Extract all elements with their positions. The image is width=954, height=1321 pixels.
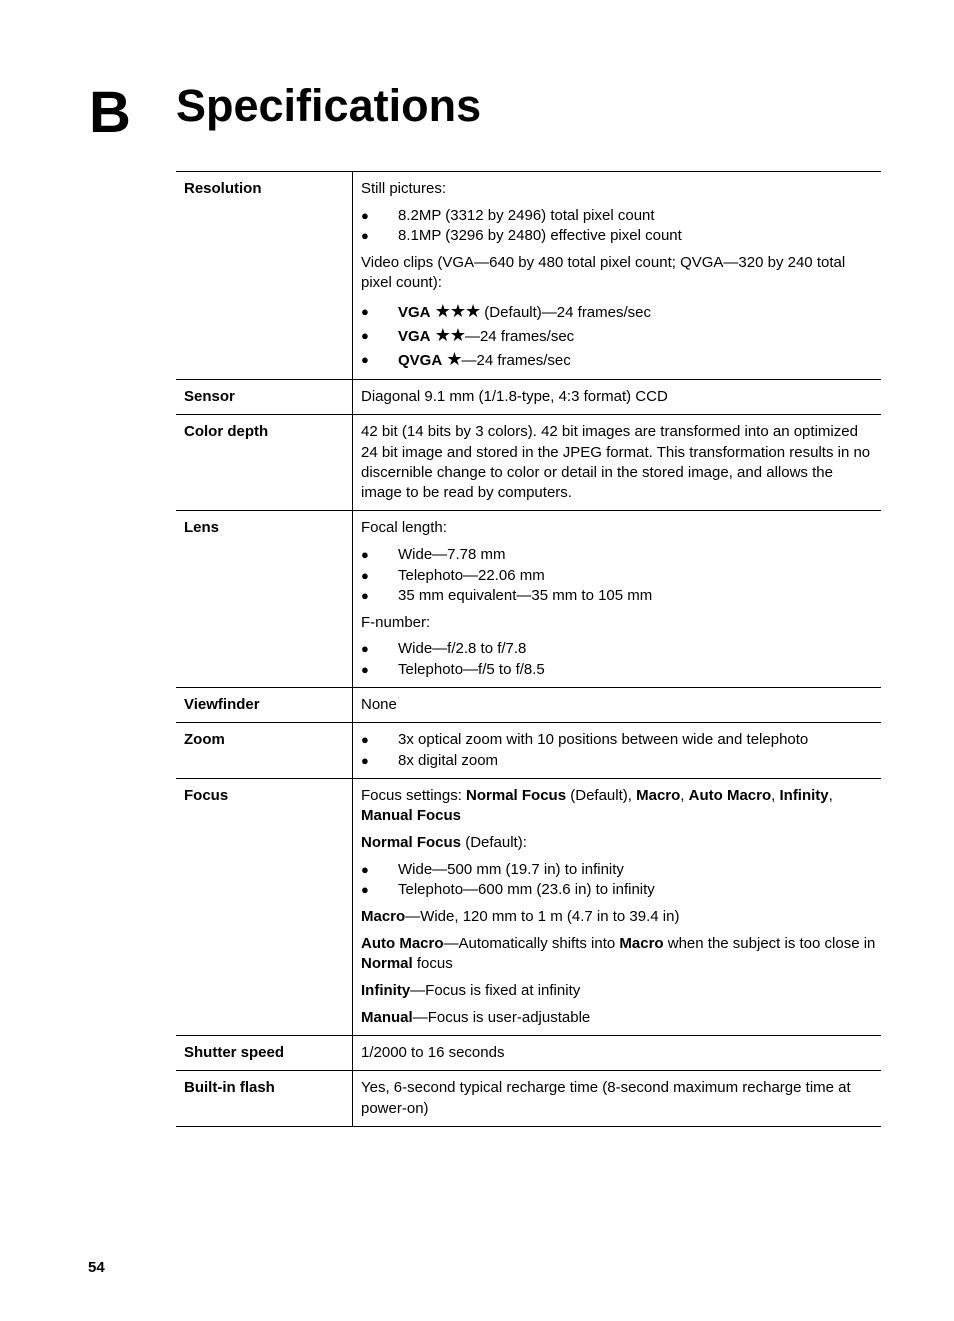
- auto-macro-line: [361, 934, 877, 975]
- list-item: [361, 324, 877, 348]
- item-text: 3x optical zoom with 10 positions between wide and telephoto: [398, 731, 809, 749]
- focus-settings: [361, 786, 877, 827]
- bullet-icon: ●: [361, 351, 369, 367]
- macro-line: [361, 907, 877, 927]
- row-label: Resolution: [176, 172, 353, 380]
- text: ,: [680, 786, 689, 804]
- page-number: 54: [88, 1259, 105, 1276]
- table-row: [176, 1035, 881, 1070]
- text: —Focus is fixed at infinity: [410, 981, 581, 999]
- row-value: 42 bit (14 bits by 3 colors). 42 bit images are transformed into an optimized 24 bit image and stored in the JPEG format. This transformation results in no discernible change to color or detail in the stored image, and allows the image to be read by computers.: [353, 415, 882, 511]
- list-item: [361, 300, 877, 324]
- list-item: [361, 348, 877, 372]
- row-value: [353, 723, 882, 779]
- bullet-icon: ●: [361, 303, 369, 319]
- still-intro: Still pictures:: [361, 180, 447, 197]
- list-item: [361, 880, 877, 900]
- row-label: Lens: [176, 511, 353, 688]
- row-value: Diagonal 9.1 mm (1/1.8-type, 4:3 format) CCD: [353, 379, 882, 414]
- bullet-icon: ●: [361, 587, 369, 603]
- star-rating-icon: ★: [446, 348, 462, 369]
- text: Macro: [361, 907, 406, 925]
- text: Auto Macro: [688, 786, 772, 804]
- text: when the subject is too close in: [663, 934, 876, 952]
- text: (Default):: [461, 834, 527, 852]
- row-value: 1/2000 to 16 seconds: [353, 1035, 882, 1070]
- item-text: Telephoto—f/5 to f/8.5: [398, 660, 545, 678]
- table-row: [176, 778, 881, 1035]
- item-text: 8.1MP (3296 by 2480) effective pixel count: [398, 227, 682, 245]
- item-text: (Default)—24 frames/sec: [480, 303, 651, 321]
- list-item: [361, 639, 877, 659]
- row-label: Sensor: [176, 379, 353, 414]
- video-intro: Video clips (VGA—640 by 480 total pixel count; QVGA—320 by 240 total pixel count):: [361, 253, 846, 292]
- focal-intro: Focal length:: [361, 519, 447, 537]
- item-text: Wide—7.78 mm: [398, 546, 506, 564]
- table-row: [176, 511, 881, 688]
- bullet-icon: ●: [361, 861, 369, 877]
- text: Infinity: [779, 786, 829, 804]
- table-row: [176, 415, 881, 511]
- text: Normal Focus: [466, 786, 567, 804]
- row-label: Focus: [176, 778, 353, 1035]
- fnum-intro: F-number:: [361, 613, 431, 631]
- infinity-line: [361, 981, 877, 1001]
- specifications-table: [176, 171, 881, 1127]
- list-item: [361, 660, 877, 680]
- page-title: Specifications: [176, 80, 482, 131]
- text: Normal: [361, 955, 413, 973]
- bullet-icon: ●: [361, 661, 369, 677]
- list-item: [361, 860, 877, 880]
- star-rating-icon: ★★: [434, 324, 465, 345]
- list-item: [361, 586, 877, 606]
- table-row: [176, 1071, 881, 1127]
- focal-list: [361, 545, 877, 606]
- bullet-icon: ●: [361, 882, 369, 898]
- normal-focus-list: [361, 860, 877, 901]
- text: —Automatically shifts into: [443, 934, 620, 952]
- text: Normal Focus: [361, 834, 462, 852]
- text: ,: [828, 786, 833, 804]
- table-row: [176, 172, 881, 380]
- fnum-list: [361, 639, 877, 680]
- bullet-icon: ●: [361, 207, 369, 223]
- list-item: [361, 226, 877, 246]
- bullet-icon: ●: [361, 567, 369, 583]
- row-value: Yes, 6-second typical recharge time (8-second maximum recharge time at power-on): [353, 1071, 882, 1127]
- text: Infinity: [361, 981, 411, 999]
- text: —Focus is user-adjustable: [412, 1008, 591, 1026]
- list-item: [361, 751, 877, 771]
- row-label: Color depth: [176, 415, 353, 511]
- zoom-list: [361, 730, 877, 771]
- row-label: Built-in flash: [176, 1071, 353, 1127]
- text: Macro: [619, 934, 664, 952]
- item-text: 8.2MP (3312 by 2496) total pixel count: [398, 206, 655, 224]
- mode-name: VGA: [398, 303, 431, 321]
- text: focus: [412, 955, 453, 973]
- item-text: —24 frames/sec: [464, 327, 575, 345]
- bullet-icon: ●: [361, 228, 369, 244]
- item-text: Wide—500 mm (19.7 in) to infinity: [398, 860, 624, 878]
- row-label: Shutter speed: [176, 1035, 353, 1070]
- bullet-icon: ●: [361, 547, 369, 563]
- chapter-letter: B: [89, 80, 131, 145]
- list-item: [361, 206, 877, 226]
- row-value: [353, 511, 882, 688]
- table-row: [176, 688, 881, 723]
- row-value: None: [353, 688, 882, 723]
- normal-focus-head: [361, 833, 877, 853]
- text: (Default),: [566, 786, 637, 804]
- list-item: [361, 730, 877, 750]
- row-label: Viewfinder: [176, 688, 353, 723]
- text: Macro: [636, 786, 681, 804]
- star-rating-icon: ★★★: [434, 300, 481, 321]
- item-text: 35 mm equivalent—35 mm to 105 mm: [398, 586, 653, 604]
- row-value: [353, 778, 882, 1035]
- still-list: [361, 206, 877, 247]
- item-text: Telephoto—600 mm (23.6 in) to infinity: [398, 881, 655, 899]
- text: Focus settings:: [361, 786, 467, 804]
- text: Manual: [361, 1008, 413, 1026]
- bullet-icon: ●: [361, 732, 369, 748]
- item-text: —24 frames/sec: [461, 351, 571, 369]
- table-row: [176, 379, 881, 414]
- manual-line: [361, 1008, 877, 1028]
- item-text: Wide—f/2.8 to f/7.8: [398, 640, 527, 658]
- mode-name: VGA: [398, 327, 431, 345]
- bullet-icon: ●: [361, 641, 369, 657]
- bullet-icon: ●: [361, 752, 369, 768]
- text: ,: [771, 786, 780, 804]
- text: —Wide, 120 mm to 1 m (4.7 in to 39.4 in): [405, 907, 680, 925]
- bullet-icon: ●: [361, 327, 369, 343]
- text: Auto Macro: [361, 934, 444, 952]
- mode-name: QVGA: [398, 351, 443, 369]
- text: Manual Focus: [361, 807, 462, 825]
- list-item: [361, 545, 877, 565]
- row-label: Zoom: [176, 723, 353, 779]
- row-value: [353, 172, 882, 380]
- list-item: [361, 566, 877, 586]
- video-list: [361, 300, 877, 372]
- table-row: [176, 723, 881, 779]
- item-text: 8x digital zoom: [398, 751, 499, 769]
- item-text: Telephoto—22.06 mm: [398, 566, 545, 584]
